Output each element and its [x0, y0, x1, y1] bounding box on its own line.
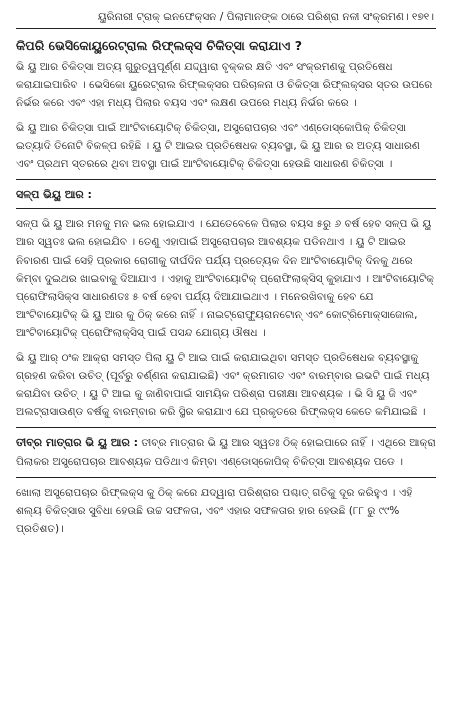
section-divider — [16, 208, 436, 209]
paragraph-mild-vur: ସଳ୍ପ ଭି ୟୁ ଆର ମନକୁ ମନ ଭଲ ହୋଇଯାଏ । ଯେତେବେଳେ ପିଲାର ବୟସ ୫ରୁ ୬ ବର୍ଷ ହେବ ସଳ୍ପ ଭି ୟୁ ଆର ସ୍ୱତଃ ଭଲ ହୋଇଯିବ । ତେଣୁ ଏହାପାଇଁ ଅସ୍ତ୍ରୋପଚାର ଆବଶ୍ୟକ ପଡିନଥାଏ । ୟୁ ଟି ଆଇର ନିବାରଣ ପାଇଁ ସେହି ପ୍ରକାର ରୋଗୀକୁ ଦୀର୍ଘଦିନ ପର୍ଯ୍ୟ ପ୍ରତ୍ୟେକ ଦିନ ଆଂଟିବାୟୋଟିକ୍ ଦିନକୁ ଥରେ କିମ୍ବା ଦୁଇଥର ଖାଇବାକୁ ଦିଆଯାଏ । ଏହାକୁ ଆଂଟିବାୟୋଟିକ୍ ପ୍ରୋଫିଲାକ୍ସିସ୍ କୁହାଯାଏ । ଆଂଟିବାୟୋଟିକ୍ ପ୍ରୋଫିଲାସିକ୍ସ ସାଧାରଣତଃ ୫ ବର୍ଷ ହେବା ପର୍ଯ୍ୟ ଦିଆଯାଇଥାଏ । ମନେରଖିବାକୁ ହେବ ଯେ ଆଂଟିବାୟୋଟିକ୍ ଭି ୟୁ ଆର କୁ ଠିକ୍ କରେ ନାହିଁ । ନାଇଟ୍ରୋଫ୍ୟୁରାନଟୋନ୍ ଏବଂ କୋଟ୍ରିମୋକ୍ସାଜୋଲ, ଆଂଟିବାୟୋଟିକ୍ ପ୍ରୋଫିଲାକ୍ସିସ୍ ପାଇଁ ପସନ୍ଦ ଯୋଗ୍ୟ ଔଷଧ । — [16, 218, 435, 340]
section-divider — [16, 427, 436, 428]
section-heading: କିପରି ଭେସିକୋୟୁରେଟ୍ରାଲ ରିଫ୍ଲକ୍ସ ଚିକିତ୍ସା କରାଯାଏ ? — [16, 38, 303, 53]
paragraph-intro: ଭି ୟୁ ଆର ଚିକିତ୍ସା ଅତ୍ୟ ଗୁରୁତ୍ୱପୂର୍ଣ୍ଣ ଯଦ୍ଦ୍ୱାରା ବୃକ୍କର କ୍ଷତି ଏବଂ ସଂକ୍ରମଣକୁ ପ୍ରତିଷେଧ କରାଯାଇପାରିବ । ଭେସିକୋ ୟୁରେଟ୍ରାଲ ରିଫ୍ଲକ୍ସର ପରିଚାଳନା ଓ ଚିକିତ୍ସା ରିଫ୍ଲକ୍ସର ସ୍ତର ଉପରେ ନିର୍ଭର କରେ ଏବଂ ଏହା ମଧ୍ୟ ପିଲାର ବୟସ ଏବଂ ଲକ୍ଷଣ ଉପରେ ମଧ୍ୟ ନିର୍ଭର କରେ । — [16, 61, 433, 110]
section-divider — [16, 477, 436, 478]
running-header: ୟୁରିନାରୀ ଟ୍ରାକ୍ ଇନଫେକ୍ସନ / ପିଲାମାନଙ୍କ ଠାରେ ପରିଶ୍ରା ନଳୀ ସଂକ୍ରମଣ। ୧୭୧। — [16, 8, 436, 29]
paragraph-severe-vur — [16, 434, 436, 470]
paragraph-open-surgery: ଖୋଲା ଅସ୍ତ୍ରୋପଚାର ରିଫ୍ଲକ୍ସ କୁ ଠିକ୍ କରେ ଯଦ୍ୱାରା ପରିଶ୍ରାର ପଶ୍ଚାତ୍ ଗତିକୁ ଦୂର କରିହୁଏ । ଏହି ଶଲ୍ୟ ଚିକିତ୍ସାର ସୁବିଧା ହେଉଛି ଉଚ୍ଚ ସଫଳତା, ଏବଂ ଏହାର ସଫଳତାର ହାର ହେଉଛି (୮୮ ରୁ ୯୯% ପ୍ରତିଶତ)। — [16, 486, 413, 536]
paragraph-treatment-options: ଭି ୟୁ ଆର ଚିକିତ୍ସା ପାଇଁ ଆଂଟିବାୟୋଟିକ୍ ଚିକିତ୍ସା, ଅସ୍ତ୍ରୋପଚାର ଏବଂ ଏଣ୍ଡୋସ୍କୋପିକ୍ ଚିକିତ୍ସା ଇତ୍ୟାଦି ତିନୋଟି ବିକଳ୍ପ ରହିଛି । ୟୁ ଟି ଆଇର ପ୍ରତିଷେଧକ ବ୍ୟବସ୍ଥା, ଭି ୟୁ ଆର ର ଅତ୍ୟ ସାଧାରଣ ଏବଂ ପ୍ରଥମ ସ୍ତରରେ ଥିବା ଅବସ୍ଥା ପାଇଁ ଆଂଟିବାୟୋଟିକ୍ ଚିକିତ୍ସା ହେଉଛି ସାଧାରଣ ଚିକିତ୍ସା । — [16, 121, 420, 171]
section-divider — [16, 179, 436, 180]
severe-vur-text: ତୀବ୍ର ମାତ୍ରାର ଭି ୟୁ ଆର ସ୍ୱତଃ ଠିକ୍ ହୋଇପାରେ ନାହିଁ । ଏଥିରେ ଆକ୍ରା ପିଲାକର ଅସ୍ତ୍ରୋପଚାର ଆବଶ୍ୟକ ପଡିଥାଏ କିମ୍ବା ଏଣ୍ଡୋସ୍କୋପିକ୍ ଚିକିତ୍ସା ଆବଶ୍ୟକ ପଡେ । — [16, 437, 436, 468]
severe-vur-lead: ତୀବ୍ର ମାତ୍ରାର ଭି ୟୁ ଆର : — [16, 436, 139, 450]
paragraph-prevention: ଭି ୟୁ ଆର୍ ଠଂକ ଆକ୍ରା ସମସ୍ତ ପିଲା ୟୁ ଟି ଆଇ ପାଇଁ କରାଯାଇଥିବା ସମସ୍ତ ପ୍ରତିଷେଧକ ବ୍ୟବସ୍ଥାକୁ ଗ୍ରହଣ କରିବା ଉଚିତ୍ (ପୂର୍ବରୁ ବର୍ଣ୍ଣନା କରାଯାଇଛି) ଏବଂ କ୍ରମାଗତ ଏବଂ ବାରମ୍ବାର ଇଭଟି ପାଇଁ ମଧ୍ୟ କରାଯିବା ଉଚିତ୍ । ୟୁ ଟି ଆଇ କୁ ଜାଣିବାପାଇଁ ସାମୟିକ ପରିଶ୍ରା ପରୀକ୍ଷା ଆବଶ୍ୟକ । ଭି ସି ୟୁ ଜି ଏବଂ ଅଲଟ୍ରାସାଉଣ୍ଡ ବର୍ଷକୁ ବାରମ୍ବାର କରି ସ୍ଥିର କରାଯାଏ ଯେ ପ୍ରକୃତରେ ରିଫ୍ଲକ୍ସ କେତେ କମିଯାଇଛି । — [16, 351, 430, 419]
mild-vur-subheading: ସଳ୍ପ ଭିୟୁ ଆର : — [16, 188, 92, 202]
